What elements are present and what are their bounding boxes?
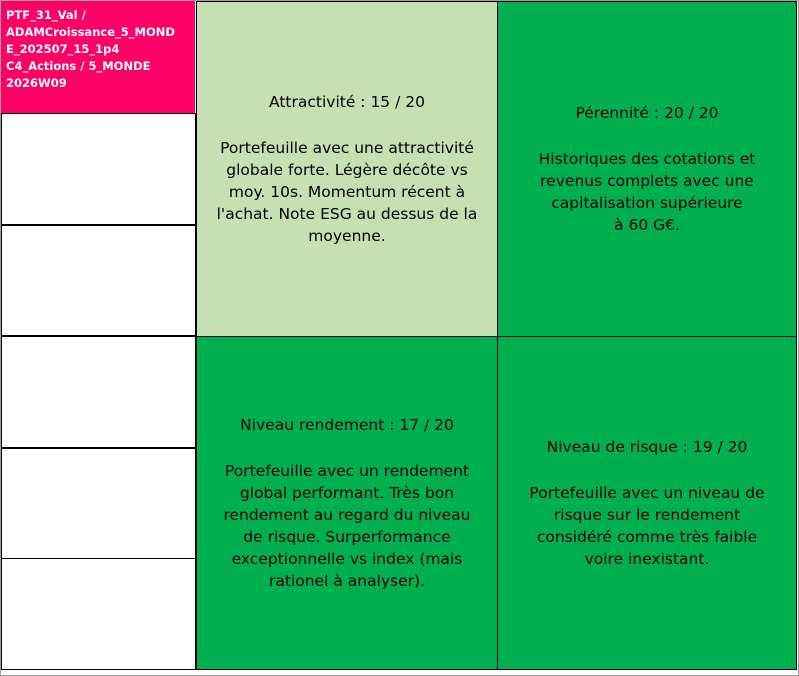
portfolio-header-text: PTF_31_Val / ADAMCroissance_5_MOND E_202507_15_1p4 C4_Actions / 5_MONDE 2026W09 — [6, 8, 175, 90]
rendement-title: Niveau rendement : 17 / 20 — [240, 416, 454, 434]
rendement-cell[interactable] — [196, 336, 498, 670]
perennite-description: Historiques des cotations et revenus complets avec une capitalisation supérieure à 60 G€. — [538, 150, 756, 234]
portfolio-header-cell[interactable] — [1, 1, 195, 113]
empty-cell-3[interactable] — [1, 336, 196, 448]
risque-title: Niveau de risque : 19 / 20 — [546, 438, 748, 456]
empty-cell-2[interactable] — [1, 225, 196, 336]
empty-cell-1[interactable] — [1, 113, 196, 225]
empty-cell-4[interactable] — [1, 448, 196, 559]
attractivite-cell[interactable] — [196, 1, 498, 337]
risque-cell[interactable] — [497, 336, 797, 670]
perennite-title: Pérennité : 20 / 20 — [575, 104, 719, 122]
attractivite-title: Attractivité : 15 / 20 — [269, 93, 425, 111]
rendement-description: Portefeuille avec un rendement global performant. Très bon rendement au regard du niveau de risque. Surperformance exceptionnelle vs index (mais rationel à analyser). — [223, 462, 471, 590]
risque-description: Portefeuille avec un niveau de risque sur le rendement considéré comme très faible voire inexistant. — [529, 484, 765, 568]
empty-cell-5[interactable] — [1, 558, 196, 670]
attractivite-description: Portefeuille avec une attractivité globale forte. Légère décôte vs moy. 10s. Momentum récent à l'achat. Note ESG au dessus de la moyenne. — [216, 139, 478, 245]
perennite-cell[interactable] — [497, 1, 797, 337]
